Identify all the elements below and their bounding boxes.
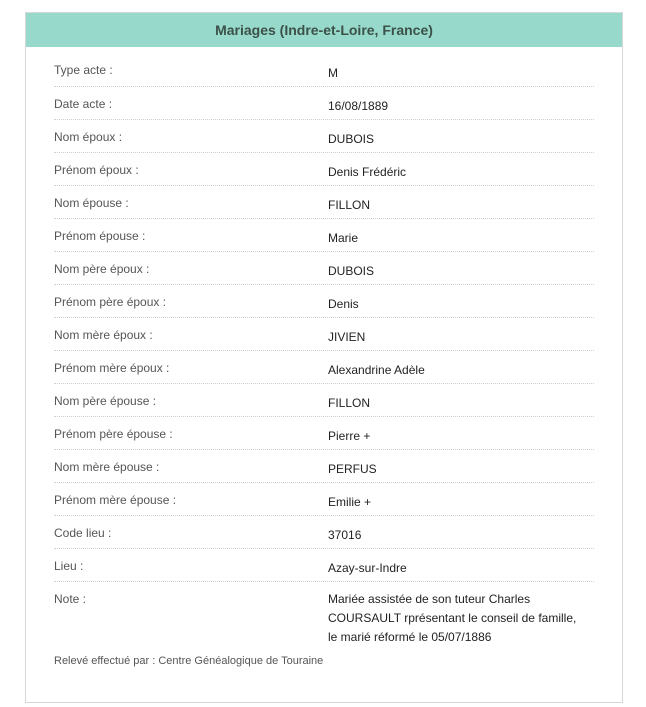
field-value: M: [328, 66, 338, 80]
field-value: Pierre +: [328, 429, 371, 443]
field-label: Prénom épouse :: [54, 229, 146, 243]
field-label: Nom père époux :: [54, 262, 150, 276]
field-nom-epoux: [54, 120, 594, 153]
card-header: [26, 13, 622, 47]
field-label: Prénom mère époux :: [54, 361, 170, 375]
source-credit: Relevé effectué par : Centre Généalogique de Touraine: [54, 655, 324, 667]
field-note: [54, 582, 594, 647]
field-label: Nom époux :: [54, 130, 123, 144]
field-label: Prénom père époux :: [54, 295, 167, 309]
record-fields: [54, 47, 594, 647]
field-value: 16/08/1889: [328, 99, 389, 113]
field-type-acte: [54, 54, 594, 87]
field-prenom-mere-epoux: [54, 351, 594, 384]
field-nom-mere-epouse: [54, 450, 594, 483]
field-value: Emilie +: [328, 495, 372, 509]
field-label: Nom épouse :: [54, 196, 129, 210]
field-nom-mere-epoux: [54, 318, 594, 351]
field-value: DUBOIS: [328, 264, 375, 278]
field-label: Lieu :: [54, 559, 84, 573]
field-value: JIVIEN: [328, 330, 366, 344]
field-nom-pere-epouse: [54, 384, 594, 417]
field-prenom-epouse: [54, 219, 594, 252]
field-prenom-pere-epoux: [54, 285, 594, 318]
field-label: Prénom père épouse :: [54, 427, 173, 441]
field-code-lieu: [54, 516, 594, 549]
field-date-acte: [54, 87, 594, 120]
field-value: Mariée assistée de son tuteur Charles COURSAULT rprésentant le conseil de famille, le marié réformé le 05/07/1886: [328, 592, 577, 644]
field-value: DUBOIS: [328, 132, 375, 146]
field-nom-epouse: [54, 186, 594, 219]
field-value: FILLON: [328, 396, 371, 410]
field-label: Prénom époux :: [54, 163, 139, 177]
field-lieu: [54, 549, 594, 582]
field-value: 37016: [328, 528, 362, 542]
field-value: Azay-sur-Indre: [328, 561, 407, 575]
field-label: Nom mère époux :: [54, 328, 153, 342]
field-prenom-pere-epouse: [54, 417, 594, 450]
field-label: Nom mère épouse :: [54, 460, 160, 474]
field-nom-pere-epoux: [54, 252, 594, 285]
field-label: Type acte :: [54, 63, 113, 77]
field-value: Alexandrine Adèle: [328, 363, 425, 377]
field-value: PERFUS: [328, 462, 377, 476]
field-value: Denis Frédéric: [328, 165, 407, 179]
field-prenom-mere-epouse: [54, 483, 594, 516]
field-label: Nom père épouse :: [54, 394, 157, 408]
page-title: Mariages (Indre-et-Loire, France): [215, 22, 433, 38]
field-prenom-epoux: [54, 153, 594, 186]
field-label: Note :: [54, 592, 87, 606]
field-value: Denis: [328, 297, 359, 311]
field-label: Date acte :: [54, 97, 113, 111]
record-card: [25, 12, 623, 703]
field-label: Prénom mère épouse :: [54, 493, 177, 507]
field-label: Code lieu :: [54, 526, 112, 540]
field-value: Marie: [328, 231, 359, 245]
field-value: FILLON: [328, 198, 371, 212]
